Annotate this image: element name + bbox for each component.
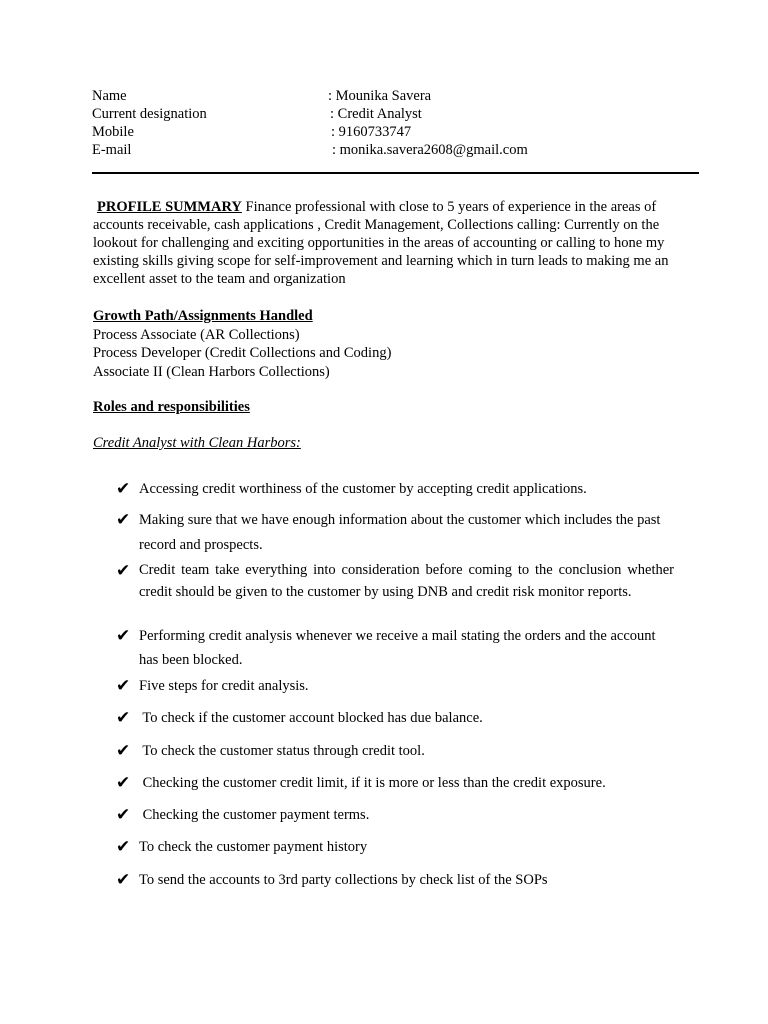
list-item [116, 508, 674, 558]
growth-path-heading: Growth Path/Assignments Handled [93, 308, 313, 324]
list-item [116, 803, 674, 827]
list-item-text: Making sure that we have enough information about the customer which includes the past record and prospects. [139, 512, 661, 553]
list-item-text: Five steps for credit analysis. [139, 678, 309, 694]
name-label: Name [92, 88, 127, 104]
list-item [116, 706, 674, 730]
list-item [116, 771, 674, 795]
checkmark-icon: ✔ [116, 561, 131, 580]
list-item [116, 624, 674, 672]
checkmark-icon: ✔ [116, 870, 131, 889]
mobile-value: : 9160733747 [331, 124, 412, 140]
list-item-text: Checking the customer payment terms. [139, 807, 370, 823]
designation-row [92, 105, 652, 123]
checkmark-icon: ✔ [116, 805, 131, 824]
name-value: : Mounika Savera [328, 88, 432, 104]
list-item [116, 674, 674, 698]
growth-path-section [93, 307, 391, 381]
list-item [116, 739, 674, 763]
checkmark-icon: ✔ [116, 741, 131, 760]
checkmark-icon: ✔ [116, 837, 131, 856]
list-item-text: To check if the customer account blocked has due balance. [139, 710, 483, 726]
divider-line [92, 172, 699, 174]
growth-path-item: Process Developer (Credit Collections and Coding) [93, 345, 392, 361]
checkmark-icon: ✔ [116, 708, 131, 727]
profile-summary-heading: PROFILE SUMMARY [97, 199, 242, 215]
list-item [116, 835, 674, 859]
growth-path-item: Process Associate (AR Collections) [93, 326, 300, 343]
profile-summary-text: Finance professional with close to 5 years of experience in the areas of accounts receivable, cash applications , Credit Management, Collections calling: Currently on the lookout for challenging and exciting opportunities in the areas of accounting or calling to hone my existing skills giving scope for self-improvement and learning which in turn leads to making me an excellent asset to the team and organization [93, 199, 669, 287]
list-item [116, 477, 674, 501]
list-item-text: Performing credit analysis whenever we receive a mail stating the orders and the account has been blocked. [139, 628, 656, 668]
list-item-text: To send the accounts to 3rd party collections by check list of the SOPs [139, 872, 548, 888]
contact-info [92, 87, 652, 159]
checkmark-icon: ✔ [116, 626, 131, 645]
email-row [92, 141, 652, 159]
designation-value: : Credit Analyst [330, 106, 422, 122]
checkmark-icon: ✔ [116, 479, 131, 498]
mobile-row [92, 123, 652, 141]
mobile-label: Mobile [92, 124, 134, 140]
growth-path-item: Associate II (Clean Harbors Collections) [93, 363, 330, 380]
checkmark-icon: ✔ [116, 773, 131, 792]
roles-heading: Roles and responsibilities [93, 399, 250, 415]
list-item [116, 559, 674, 603]
email-value: : monika.savera2608@gmail.com [332, 142, 528, 158]
list-item-text: To check the customer status through credit tool. [139, 743, 425, 759]
list-item [116, 868, 674, 892]
list-item-text: Credit team take everything into consideration before coming to the conclusion whether credit should be given to the customer by using DNB and credit risk monitor reports. [139, 562, 674, 600]
checkmark-icon: ✔ [116, 510, 131, 529]
name-row [92, 87, 652, 105]
list-item-text: To check the customer payment history [139, 839, 368, 855]
roles-heading-block [93, 398, 250, 417]
list-item-text: Accessing credit worthiness of the customer by accepting credit applications. [139, 481, 587, 497]
checkmark-icon: ✔ [116, 676, 131, 695]
roles-subheading-block [93, 434, 301, 453]
roles-subheading: Credit Analyst with Clean Harbors: [93, 435, 301, 451]
list-item-text: Checking the customer credit limit, if it is more or less than the credit exposure. [139, 775, 606, 791]
email-label: E-mail [92, 142, 132, 158]
designation-label: Current designation [92, 106, 207, 122]
profile-summary [93, 198, 683, 288]
